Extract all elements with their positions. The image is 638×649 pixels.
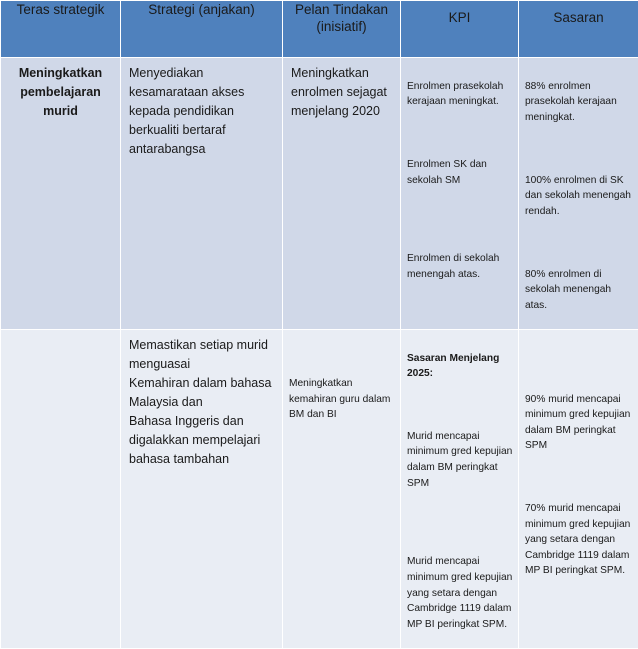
header-kpi: KPI: [401, 1, 519, 58]
kpi-cell: [401, 329, 519, 648]
kpi-item: Enrolmen SK dan sekolah SM: [407, 157, 514, 188]
kpi-cell: [401, 58, 519, 330]
sasaran-item: 100% enrolmen di SK dan sekolah menengah rendah.: [525, 173, 634, 220]
pelan-cell: Meningkatkan enrolmen sejagat menjelang 2020: [283, 58, 401, 330]
teras-cell: [1, 329, 121, 648]
sasaran-item: 88% enrolmen prasekolah kerajaan meningkat.: [525, 79, 634, 126]
header-strategi: Strategi (anjakan): [121, 1, 283, 58]
kpi-heading: Sasaran Menjelang 2025:: [407, 351, 514, 382]
kpi-item: Enrolmen prasekolah kerajaan meningkat.: [407, 79, 514, 110]
table-row: [1, 58, 638, 330]
kpi-item: Enrolmen di sekolah menengah atas.: [407, 251, 514, 282]
sasaran-cell: [519, 329, 638, 648]
sasaran-item: 90% murid mencapai minimum gred kepujian dalam BM peringkat SPM: [525, 392, 634, 454]
header-row: [1, 1, 638, 58]
strategi-cell: Menyediakan kesamarataan akses kepada pendidikan berkualiti bertaraf antarabangsa: [121, 58, 283, 330]
sasaran-item: 70% murid mencapai minimum gred kepujian yang setara dengan Cambridge 1119 dalam MP BI peringkat SPM.: [525, 501, 634, 579]
header-teras: Teras strategik: [1, 1, 121, 58]
table-row: [1, 329, 638, 648]
sasaran-cell: [519, 58, 638, 330]
teras-cell: Meningkatkan pembelajaran murid: [1, 58, 121, 330]
strategi-cell: Memastikan setiap murid menguasai Kemahiran dalam bahasa Malaysia dan Bahasa Inggeris dan digalakkan mempelajari bahasa tambahan: [121, 329, 283, 648]
sasaran-item: 80% enrolmen di sekolah menengah atas.: [525, 267, 634, 314]
kpi-item: Murid mencapai minimum gred kepujian dalam BM peringkat SPM: [407, 429, 514, 491]
header-sasaran: Sasaran: [519, 1, 638, 58]
header-pelan: Pelan Tindakan (inisiatif): [283, 1, 401, 58]
pelan-cell: Meningkatkan kemahiran guru dalam BM dan BI: [283, 329, 401, 648]
kpi-item: Murid mencapai minimum gred kepujian yang setara dengan Cambridge 1119 dalam MP BI peringkat SPM.: [407, 554, 514, 632]
